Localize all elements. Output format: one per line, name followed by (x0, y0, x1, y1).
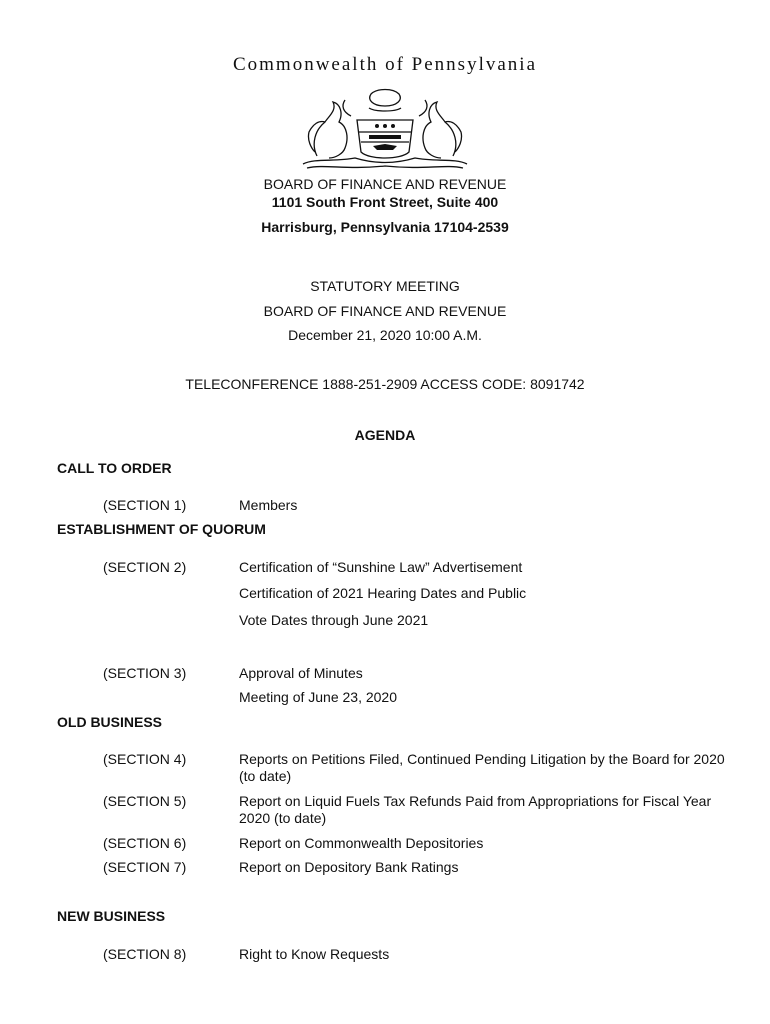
section-2-line-2: Certification of 2021 Hearing Dates and Public (239, 585, 527, 601)
meeting-datetime: December 21, 2020 10:00 A.M. (288, 327, 482, 343)
meeting-board: BOARD OF FINANCE AND REVENUE (263, 303, 507, 319)
section-4-label: (SECTION 4) (103, 751, 187, 767)
section-3-line-2: Meeting of June 23, 2020 (239, 689, 398, 705)
heading-establishment-of-quorum: ESTABLISHMENT OF QUORUM (57, 521, 266, 537)
section-2-line-3: Vote Dates through June 2021 (239, 612, 429, 628)
section-1-label: (SECTION 1) (103, 497, 187, 513)
heading-new-business: NEW BUSINESS (57, 908, 166, 924)
section-2-label: (SECTION 2) (103, 559, 187, 575)
heading-call-to-order: CALL TO ORDER (57, 460, 172, 476)
section-6-label: (SECTION 6) (103, 835, 187, 851)
section-5-text: Report on Liquid Fuels Tax Refunds Paid from Appropriations for Fiscal Year 2020 (to date) (239, 793, 712, 826)
heading-old-business: OLD BUSINESS (57, 714, 163, 730)
section-1-text: Members (239, 497, 298, 513)
state-coat-of-arms-seal (285, 86, 485, 172)
section-7-text: Report on Depository Bank Ratings (239, 859, 459, 875)
section-6-text: Report on Commonwealth Depositories (239, 835, 484, 851)
section-4-text: Reports on Petitions Filed, Continued Pending Litigation by the Board for 2020 (to date) (239, 751, 725, 784)
agenda-title: AGENDA (354, 427, 416, 443)
commonwealth-title: Commonwealth of Pennsylvania (232, 54, 538, 75)
meeting-type: STATUTORY MEETING (310, 278, 460, 294)
section-3-label: (SECTION 3) (103, 665, 187, 681)
section-8-text: Right to Know Requests (239, 946, 390, 962)
section-5-label: (SECTION 5) (103, 793, 187, 809)
address-line-2: Harrisburg, Pennsylvania 17104-2539 (261, 219, 509, 235)
board-name: BOARD OF FINANCE AND REVENUE (263, 176, 507, 192)
section-2-line-1: Certification of “Sunshine Law” Advertisement (239, 559, 523, 575)
section-7-label: (SECTION 7) (103, 859, 187, 875)
section-3-line-1: Approval of Minutes (239, 665, 363, 681)
section-8-label: (SECTION 8) (103, 946, 187, 962)
teleconference-info: TELECONFERENCE 1888-251-2909 ACCESS CODE: 8091742 (185, 376, 585, 392)
address-line-1: 1101 South Front Street, Suite 400 (271, 194, 499, 210)
